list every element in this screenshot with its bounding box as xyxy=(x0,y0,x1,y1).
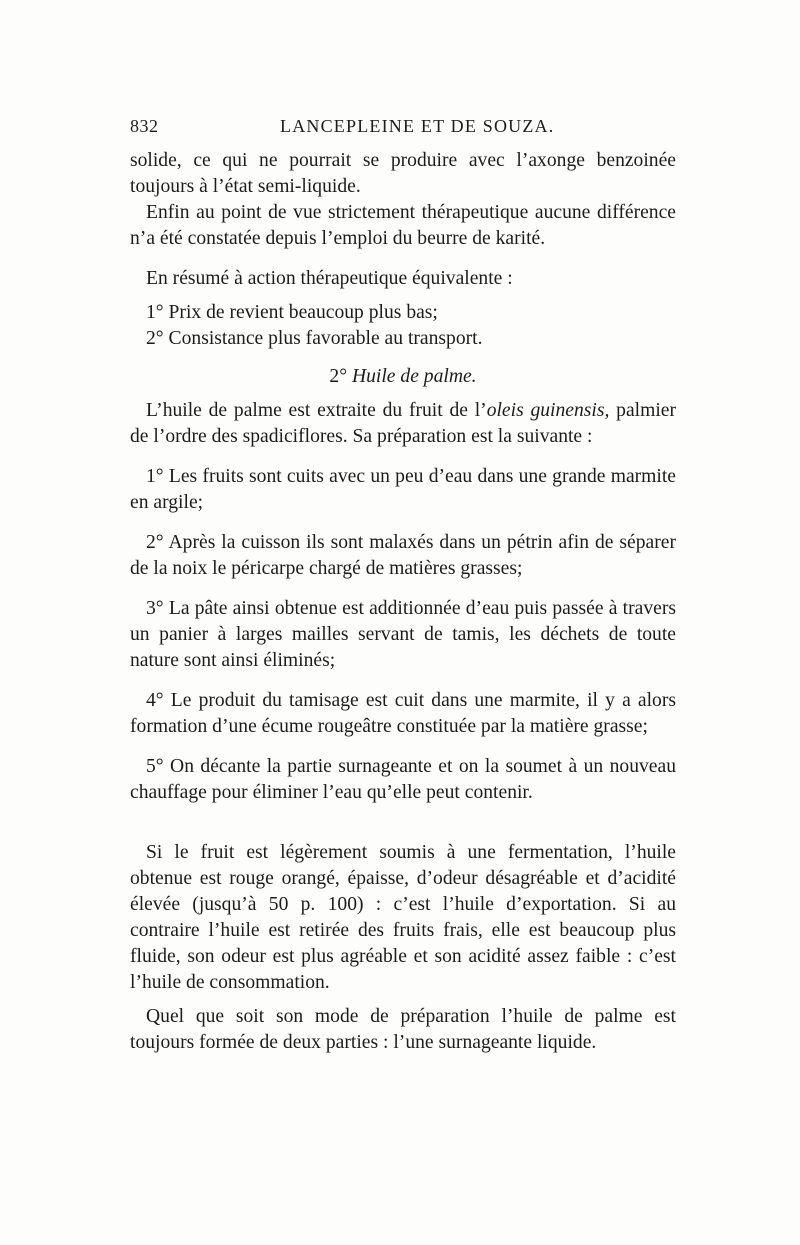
page-body xyxy=(130,148,676,1056)
step-2: 2° Après la cuisson ils sont malaxés dans un pétrin afin de séparer de la noix le péricarpe chargé de matières grasses; xyxy=(130,532,676,579)
paragraph-fermentation: Si le fruit est légèrement soumis à une fermentation, l’huile obtenue est rouge orangé, épaisse, d’odeur désagréable et d’acidité élevée (jusqu’à 50 p. 100) : c’est l’huile d’exportation. Si au contraire l’huile est retirée des fruits frais, elle est beaucoup plus fluide, son odeur est plus agréable et son acidité assez faible : c’est l’huile de consommation. xyxy=(130,842,676,993)
species-name: oleis guinensis, xyxy=(486,400,610,421)
step-3: 3° La pâte ainsi obtenue est additionnée d’eau puis passée à travers un panier à larges mailles servant de tamis, les déchets de toute nature sont ainsi éliminés; xyxy=(130,598,676,671)
section-title: Huile de palme. xyxy=(351,366,477,387)
step-5: 5° On décante la partie surnageante et on la soumet à un nouveau chauffage pour éliminer l’eau qu’elle peut contenir. xyxy=(130,756,676,803)
paragraph-composition: Quel que soit son mode de préparation l’huile de palme est toujours formée de deux parties : l’une surnageante liquide. xyxy=(130,1006,676,1053)
running-title: LANCEPLEINE ET DE SOUZA. xyxy=(280,116,555,136)
intro-text-a: L’huile de palme est extraite du fruit de l’ xyxy=(146,400,487,421)
section-number: 2° xyxy=(329,366,348,387)
paragraph-summary: En résumé à action thérapeutique équivalente : xyxy=(146,268,513,289)
section-heading xyxy=(130,364,676,390)
step-4: 4° Le produit du tamisage est cuit dans une marmite, il y a alors formation d’une écume rougeâtre constituée par la matière grasse; xyxy=(130,690,676,737)
intro-text-b: palmier de l’ordre des spadiciflores. Sa préparation est la suivante : xyxy=(130,400,677,447)
summary-item-2: 2° Consistance plus favorable au transport. xyxy=(146,328,483,349)
paragraph-therapeutic: Enfin au point de vue strictement thérapeutique aucune différence n’a été constatée depuis l’emploi du beurre de karité. xyxy=(130,202,676,249)
paragraph-intro-palm-oil xyxy=(130,398,676,450)
page-number: 832 xyxy=(130,116,159,136)
paragraph-continuation: solide, ce qui ne pourrait se produire avec l’axonge benzoinée toujours à l’état semi-liquide. xyxy=(130,150,676,197)
step-1: 1° Les fruits sont cuits avec un peu d’eau dans une grande marmite en argile; xyxy=(130,466,676,513)
summary-item-1: 1° Prix de revient beaucoup plus bas; xyxy=(146,302,438,323)
